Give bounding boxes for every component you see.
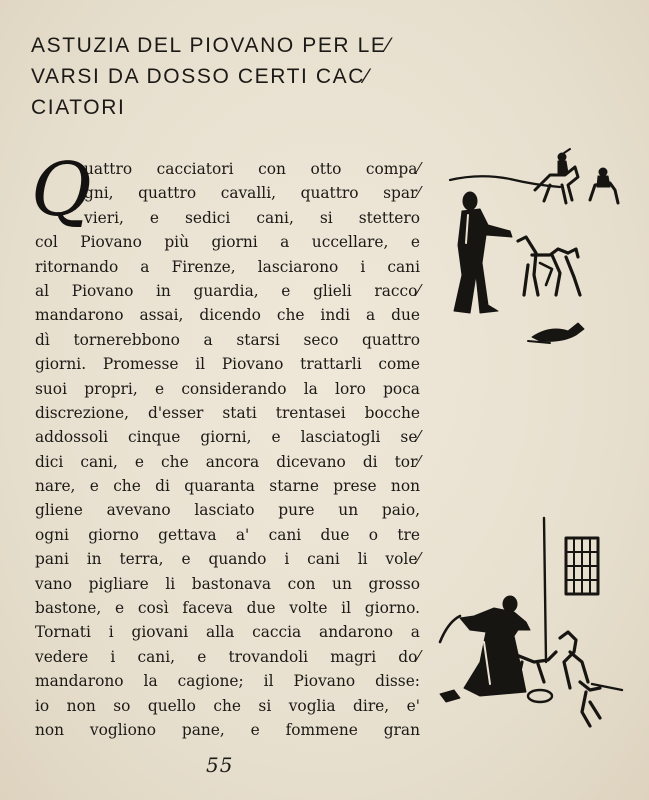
- text-line: dici cani, e che ancora dicevano di tor⁄: [35, 452, 420, 471]
- text-line: non vogliono pane, e fommene gran: [35, 720, 420, 739]
- text-line: al Piovano in guardia, e glieli racco⁄: [35, 281, 420, 300]
- hunters-illustration: [440, 145, 630, 355]
- text-line: addossoli cinque giorni, e lasciatogli se⁄: [35, 428, 420, 447]
- text-line: vano pigliare li bastonava con un grosso: [35, 574, 420, 593]
- text-line: mandarono la cagione; il Piovano disse:: [35, 672, 420, 691]
- text-line: col Piovano più giorni a uccellare, e: [35, 233, 420, 252]
- text-line: vedere i cani, e trovandoli magri do⁄: [35, 647, 420, 666]
- text-line: giorni. Promesse il Piovano trattarli come: [35, 355, 420, 374]
- text-line: nare, e che di quaranta starne prese non: [35, 477, 420, 496]
- text-line: uattro cacciatori con otto compa⁄: [84, 160, 420, 178]
- drop-cap: Q: [31, 147, 92, 233]
- text-line: io non so quello che si voglia dire, e': [35, 696, 420, 715]
- text-line: Tornati i giovani alla caccia andarono a: [35, 623, 420, 642]
- title-line: CIATORI: [31, 96, 126, 119]
- title-line: VARSI DA DOSSO CERTI CAC⁄: [31, 65, 371, 88]
- text-line: gni, quattro cavalli, quattro spar⁄: [84, 184, 420, 203]
- title-line: ASTUZIA DEL PIOVANO PER LE⁄: [31, 34, 392, 57]
- text-line: gliene avevano lasciato pure un paio,: [35, 501, 420, 520]
- text-line: mandarono assai, dicendo che indi a due: [35, 306, 420, 325]
- text-line: ritornando a Firenze, lasciarono i cani: [35, 257, 420, 276]
- text-line: dì tornerebbono a starsi seco quattro: [35, 330, 420, 349]
- text-line: discrezione, d'esser stati trentasei bocche: [35, 403, 420, 422]
- text-line: vieri, e sedici cani, si stettero: [84, 208, 420, 227]
- priest-dogs-illustration: [430, 512, 630, 747]
- text-line: suoi propri, e considerando la loro poca: [35, 379, 420, 398]
- page-number: 55: [206, 753, 234, 777]
- text-line: ogni giorno gettava a' cani due o tre: [35, 525, 420, 544]
- story-title: [31, 30, 431, 123]
- story-body: [31, 147, 420, 742]
- text-line: pani in terra, e quando i cani li vole⁄: [35, 550, 420, 569]
- text-line: bastone, e così faceva due volte il giorno.: [35, 599, 420, 618]
